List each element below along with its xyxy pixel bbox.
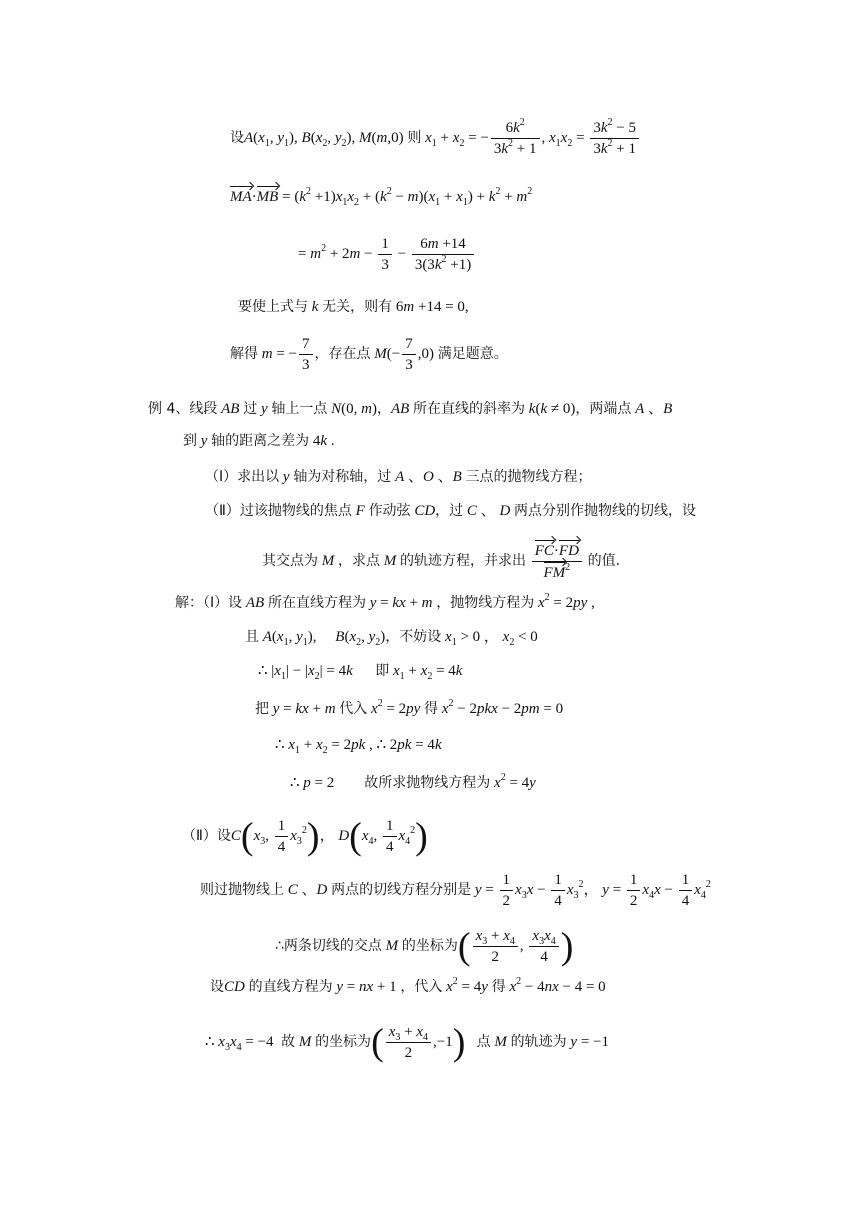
example-4-line-2: 到 y 轴的距离之差为 4k . (183, 433, 335, 449)
solution-line-5: ∴ $x_1 + x_2 = 2pk$ , ∴ 2pk = 4k (275, 737, 442, 756)
example-4-line-1: 例 4、线段 AB 过 y 轴上一点 N(0, m)，AB 所在直线的斜率为 k(k ≠ 0)，两端点 A 、B (148, 401, 673, 417)
part-2-line-4: 设CD 的直线方程为 y = nx + 1 ，代入 $x^2 = 4y$ 得 $x^2 - 4nx - 4 = 0$ (210, 976, 606, 995)
line-4: 要使上式与 k 无关，则有 6m +14 = 0, (238, 299, 469, 315)
solution-line-3: ∴ $|x_1| - |x_2| = 4k$ 即 $x_1 + x_2 = 4k$ (258, 663, 463, 682)
line-1: 设$A(x_1$, $y_1$), $B(x_2$, $y_2$), M(m,0) 则 $x_1 + x_2$ = − $\frac{6k^2}{3k^2 + 1}$ , $x_1x_2$ = $\frac{3k^2 - 5}{3k^2 + 1}$ (230, 118, 641, 159)
line-5: 解得 m = − $\frac{7}{3}$ ，存在点 M(− $\frac{7}{3}$ ,0) 满足题意。 (230, 336, 508, 373)
part-2-line-3: ∴两条切线的交点 M 的坐标为( $\frac{x_3 + x_4}{2}$ , $\frac{x_3x_4}{4}$ ) (275, 925, 574, 968)
solution-line-4: 把 y = kx + m 代入 $x^2 = 2py$ 得 $x^2 - 2pkx - 2pm = 0$ (255, 698, 564, 717)
part-2-line-2: 则过抛物线上 C 、D 两点的切线方程分别是 y = $\frac{1}{2}$ $x_3x$ − $\frac{1}{4}$ $x_3^2$， y = $\frac{1}{2}$ $x_4x$ − $\frac{1}{4}$ $x_4^2$ (200, 872, 711, 909)
question-1: （Ⅰ）求出以 y 轴为对称轴，过 A 、O 、B 三点的抛物线方程； (205, 469, 592, 485)
part-2-line-1: （Ⅱ）设$C(x_3$, $\frac{1}{4}$ $x_3^2$)， $D(x_4$, $\frac{1}{4}$ $x_4^2$) (182, 815, 428, 858)
question-2: （Ⅱ）过该抛物线的焦点 F 作动弦 CD，过 C 、 D 两点分别作抛物线的切线，设 (205, 503, 697, 519)
line-3: = $m^2 + 2m$ − $\frac{1}{3}$ − $\frac{6m +14}{3(3k^2 +1)}$ (298, 234, 476, 275)
solution-line-1: 解：（Ⅰ）设 AB 所在直线方程为 y = kx + m ，抛物线方程为 $x^2 = 2py$ , (175, 592, 595, 611)
part-2-line-5: ∴ $x_3x_4 = -4$ 故 M 的坐标为( $\frac{x_3 + x_4}{2}$ ,−1) 点 M 的轨迹为 y = −1 (205, 1021, 609, 1064)
solution-line-6: ∴ p = 2 故所求抛物线方程为 $x^2 = 4y$ (290, 772, 536, 791)
solution-line-2: 且 $A(x_1$, $y_1$), $B(x_2$, $y_2$)，不妨设 $x_1 > 0$ ， $x_2 < 0$ (245, 629, 538, 648)
line-2: $MA\cdot MB = (k^2 +1)x_1x_2 + (k^2 - m)(x_1 + x_1) + k^2 + m^2$ (230, 186, 533, 208)
question-2-cont: 其交点为 M ，求点 M 的轨迹方程，并求出 $\frac{FC\cdot FD}{FM^2}$ 的值. (262, 540, 620, 583)
